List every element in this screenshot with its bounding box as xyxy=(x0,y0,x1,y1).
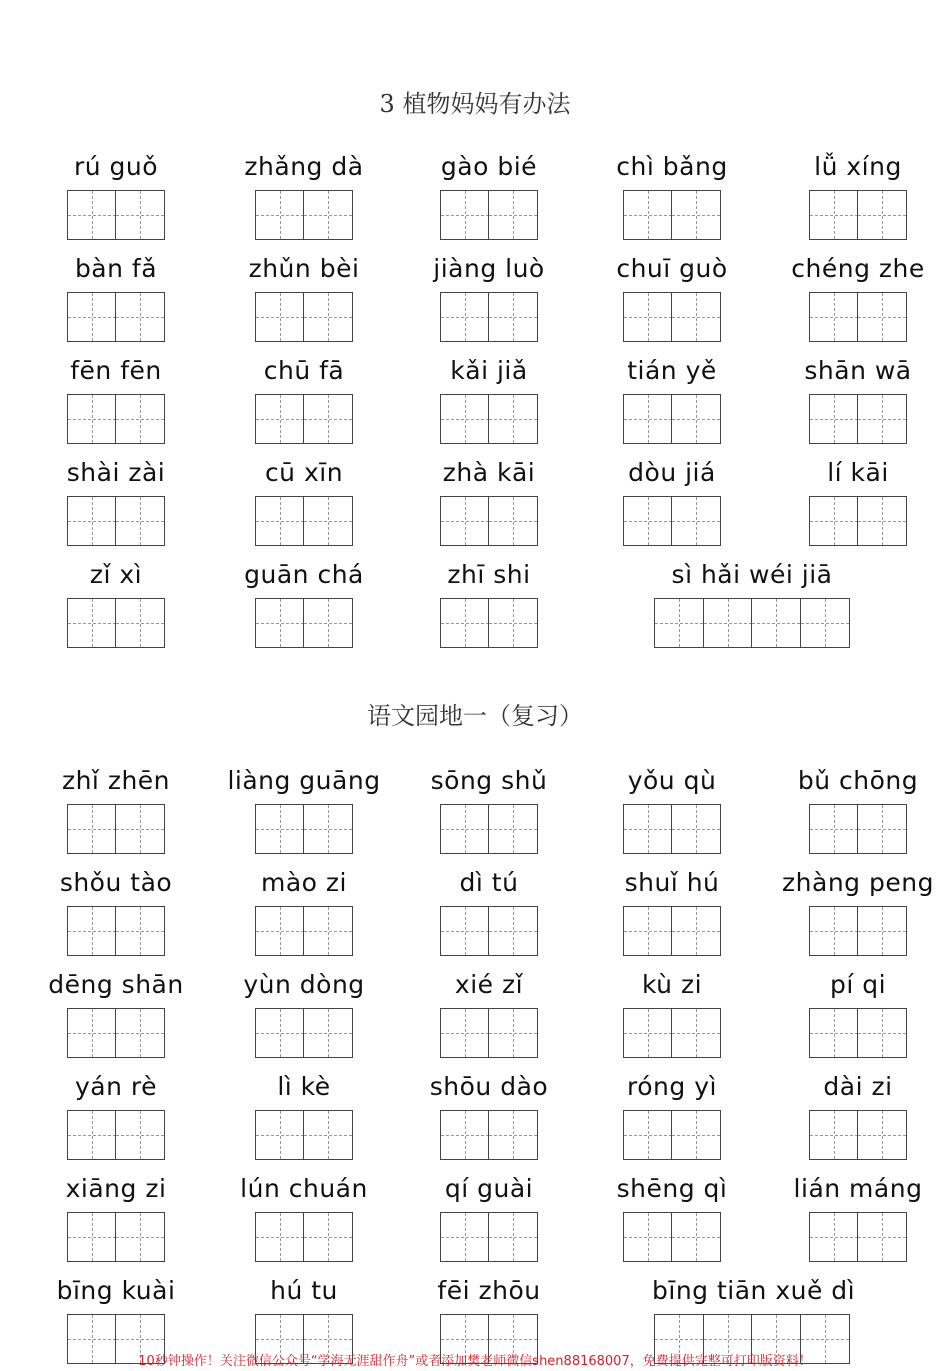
tianzige-box[interactable] xyxy=(440,292,490,342)
section-1-title: 3 植物妈妈有办法 xyxy=(379,90,571,118)
writing-grid xyxy=(67,1212,164,1262)
tianzige-box[interactable] xyxy=(255,906,305,956)
writing-grid xyxy=(67,496,164,546)
tianzige-box[interactable] xyxy=(440,598,490,648)
pinyin-label: gào bié xyxy=(440,152,538,181)
writing-grid xyxy=(623,190,720,240)
pinyin-label: mào zi xyxy=(261,868,347,897)
pinyin-label: chū fā xyxy=(263,356,345,385)
tianzige-box[interactable] xyxy=(488,598,538,648)
writing-grid xyxy=(654,598,848,648)
tianzige-box[interactable] xyxy=(809,292,859,342)
tianzige-box[interactable] xyxy=(654,598,704,648)
writing-grid xyxy=(809,496,906,546)
writing-grid xyxy=(623,1008,720,1058)
pinyin-label: bīng kuài xyxy=(56,1276,176,1305)
writing-grid xyxy=(67,906,164,956)
tianzige-box[interactable] xyxy=(671,906,721,956)
pinyin-label: yán rè xyxy=(74,1072,158,1101)
pinyin-label: cū xīn xyxy=(264,458,344,487)
tianzige-box[interactable] xyxy=(488,1110,538,1160)
tianzige-box[interactable] xyxy=(255,1110,305,1160)
pinyin-label: qí guài xyxy=(444,1174,534,1203)
pinyin-label: hú tu xyxy=(270,1276,338,1305)
writing-grid xyxy=(255,1110,352,1160)
writing-grid xyxy=(623,804,720,854)
writing-grid xyxy=(623,1110,720,1160)
tianzige-box[interactable] xyxy=(440,394,490,444)
pinyin-label: bīng tiān xuě dì xyxy=(652,1276,856,1305)
pinyin-label: shǒu tào xyxy=(59,868,173,897)
pinyin-label: zhàng peng xyxy=(782,868,934,897)
writing-grid xyxy=(809,906,906,956)
tianzige-box[interactable] xyxy=(623,496,673,546)
tianzige-box[interactable] xyxy=(488,906,538,956)
tianzige-box[interactable] xyxy=(115,598,165,648)
tianzige-box[interactable] xyxy=(488,804,538,854)
pinyin-label: yùn dòng xyxy=(243,970,365,999)
pinyin-label: liàng guāng xyxy=(227,766,381,795)
tianzige-box[interactable] xyxy=(67,804,117,854)
writing-grid xyxy=(809,1008,906,1058)
tianzige-box[interactable] xyxy=(255,598,305,648)
tianzige-box[interactable] xyxy=(303,1008,353,1058)
pinyin-label: shān wā xyxy=(804,356,912,385)
tianzige-box[interactable] xyxy=(255,190,305,240)
writing-grid xyxy=(67,190,164,240)
writing-grid xyxy=(809,190,906,240)
tianzige-box[interactable] xyxy=(115,190,165,240)
writing-grid xyxy=(255,1008,352,1058)
pinyin-label: lián máng xyxy=(793,1174,923,1203)
pinyin-label: pí qi xyxy=(829,970,887,999)
tianzige-box[interactable] xyxy=(623,906,673,956)
pinyin-label: zhà kāi xyxy=(442,458,536,487)
pinyin-label: jiàng luò xyxy=(433,254,545,283)
pinyin-label: dēng shān xyxy=(48,970,184,999)
tianzige-box[interactable] xyxy=(255,292,305,342)
pinyin-label: lì kè xyxy=(277,1072,331,1101)
tianzige-box[interactable] xyxy=(857,906,907,956)
pinyin-label: zhǎng dà xyxy=(244,152,364,181)
tianzige-box[interactable] xyxy=(809,1110,859,1160)
tianzige-box[interactable] xyxy=(67,1008,117,1058)
pinyin-label: yǒu qù xyxy=(627,766,717,795)
tianzige-box[interactable] xyxy=(623,190,673,240)
writing-grid xyxy=(440,394,537,444)
tianzige-box[interactable] xyxy=(67,292,117,342)
pinyin-label: fēi zhōu xyxy=(437,1276,541,1305)
pinyin-label: xiāng zi xyxy=(65,1174,167,1203)
tianzige-box[interactable] xyxy=(67,598,117,648)
tianzige-box[interactable] xyxy=(115,394,165,444)
tianzige-box[interactable] xyxy=(857,1008,907,1058)
writing-grid xyxy=(809,804,906,854)
writing-grid xyxy=(67,1008,164,1058)
pinyin-label: zhǔn bèi xyxy=(248,254,360,283)
tianzige-box[interactable] xyxy=(623,1110,673,1160)
pinyin-label: shōu dào xyxy=(429,1072,549,1101)
tianzige-box[interactable] xyxy=(857,496,907,546)
pinyin-label: zhǐ zhēn xyxy=(61,766,171,795)
tianzige-box[interactable] xyxy=(303,190,353,240)
tianzige-box[interactable] xyxy=(809,394,859,444)
pinyin-label: bàn fǎ xyxy=(74,254,158,283)
writing-grid xyxy=(67,1110,164,1160)
tianzige-box[interactable] xyxy=(857,292,907,342)
pinyin-label: kǎi jiǎ xyxy=(450,356,528,385)
tianzige-box[interactable] xyxy=(488,496,538,546)
pinyin-label: lún chuán xyxy=(240,1174,368,1203)
tianzige-box[interactable] xyxy=(67,496,117,546)
pinyin-label: guān chá xyxy=(244,560,364,589)
tianzige-box[interactable] xyxy=(115,1008,165,1058)
tianzige-box[interactable] xyxy=(809,190,859,240)
tianzige-box[interactable] xyxy=(488,292,538,342)
tianzige-box[interactable] xyxy=(303,1110,353,1160)
writing-grid xyxy=(809,394,906,444)
pinyin-label: róng yì xyxy=(627,1072,717,1101)
writing-grid xyxy=(255,1212,352,1262)
tianzige-box[interactable] xyxy=(303,394,353,444)
tianzige-box[interactable] xyxy=(800,598,850,648)
writing-grid xyxy=(67,804,164,854)
tianzige-box[interactable] xyxy=(303,496,353,546)
tianzige-box[interactable] xyxy=(623,1212,673,1262)
tianzige-box[interactable] xyxy=(303,804,353,854)
tianzige-box[interactable] xyxy=(671,394,721,444)
tianzige-box[interactable] xyxy=(623,394,673,444)
pinyin-label: shuǐ hú xyxy=(624,868,720,897)
tianzige-box[interactable] xyxy=(671,292,721,342)
pinyin-label: chì bǎng xyxy=(616,152,728,181)
pinyin-label: dì tú xyxy=(459,868,519,897)
writing-grid xyxy=(623,496,720,546)
pinyin-label: lí kāi xyxy=(827,458,889,487)
tianzige-box[interactable] xyxy=(623,804,673,854)
tianzige-box[interactable] xyxy=(671,1212,721,1262)
pinyin-label: shēng qì xyxy=(616,1174,728,1203)
writing-grid xyxy=(67,292,164,342)
pinyin-label: tián yě xyxy=(627,356,717,385)
tianzige-box[interactable] xyxy=(115,292,165,342)
tianzige-box[interactable] xyxy=(440,906,490,956)
tianzige-box[interactable] xyxy=(857,1110,907,1160)
tianzige-box[interactable] xyxy=(255,496,305,546)
pinyin-label: shài zài xyxy=(66,458,166,487)
tianzige-box[interactable] xyxy=(303,292,353,342)
tianzige-box[interactable] xyxy=(671,804,721,854)
tianzige-box[interactable] xyxy=(115,804,165,854)
tianzige-box[interactable] xyxy=(115,1110,165,1160)
writing-grid xyxy=(255,804,352,854)
tianzige-box[interactable] xyxy=(857,1212,907,1262)
writing-grid xyxy=(440,804,537,854)
writing-grid xyxy=(255,906,352,956)
writing-grid xyxy=(255,292,352,342)
writing-grid xyxy=(809,1110,906,1160)
tianzige-box[interactable] xyxy=(67,906,117,956)
writing-grid xyxy=(623,394,720,444)
tianzige-box[interactable] xyxy=(671,190,721,240)
writing-grid xyxy=(440,1008,537,1058)
tianzige-box[interactable] xyxy=(488,394,538,444)
writing-grid xyxy=(255,598,352,648)
section-2-title: 语文园地一（复习） xyxy=(367,702,583,730)
tianzige-box[interactable] xyxy=(440,190,490,240)
pinyin-label: sì hǎi wéi jiā xyxy=(671,560,833,589)
writing-grid xyxy=(440,496,537,546)
tianzige-box[interactable] xyxy=(809,496,859,546)
tianzige-box[interactable] xyxy=(255,804,305,854)
tianzige-box[interactable] xyxy=(115,906,165,956)
tianzige-box[interactable] xyxy=(67,394,117,444)
tianzige-box[interactable] xyxy=(488,190,538,240)
writing-grid xyxy=(67,598,164,648)
tianzige-box[interactable] xyxy=(857,394,907,444)
pinyin-label: zhī shi xyxy=(447,560,531,589)
tianzige-box[interactable] xyxy=(115,1212,165,1262)
writing-grid xyxy=(255,496,352,546)
tianzige-box[interactable] xyxy=(440,1110,490,1160)
writing-grid xyxy=(440,1212,537,1262)
writing-grid xyxy=(255,190,352,240)
pinyin-label: chéng zhe xyxy=(791,254,925,283)
tianzige-box[interactable] xyxy=(67,1212,117,1262)
tianzige-box[interactable] xyxy=(671,1110,721,1160)
tianzige-box[interactable] xyxy=(303,906,353,956)
pinyin-label: sōng shǔ xyxy=(430,766,548,795)
tianzige-box[interactable] xyxy=(255,1008,305,1058)
pinyin-label: chuī guò xyxy=(616,254,728,283)
pinyin-label: lǚ xíng xyxy=(814,152,902,181)
tianzige-box[interactable] xyxy=(67,1110,117,1160)
writing-grid xyxy=(440,906,537,956)
tianzige-box[interactable] xyxy=(440,804,490,854)
writing-grid xyxy=(623,292,720,342)
tianzige-box[interactable] xyxy=(703,598,753,648)
pinyin-label: dài zi xyxy=(823,1072,893,1101)
pinyin-label: xié zǐ xyxy=(454,970,524,999)
pinyin-label: zǐ xì xyxy=(89,560,143,589)
tianzige-box[interactable] xyxy=(115,496,165,546)
writing-grid xyxy=(440,292,537,342)
tianzige-box[interactable] xyxy=(809,1008,859,1058)
tianzige-box[interactable] xyxy=(671,496,721,546)
pinyin-label: bǔ chōng xyxy=(797,766,919,795)
tianzige-box[interactable] xyxy=(303,1212,353,1262)
writing-grid xyxy=(623,906,720,956)
tianzige-box[interactable] xyxy=(857,804,907,854)
tianzige-box[interactable] xyxy=(857,190,907,240)
writing-grid xyxy=(440,1110,537,1160)
tianzige-box[interactable] xyxy=(440,496,490,546)
tianzige-box[interactable] xyxy=(623,1008,673,1058)
tianzige-box[interactable] xyxy=(440,1008,490,1058)
writing-grid xyxy=(809,1212,906,1262)
tianzige-box[interactable] xyxy=(255,1212,305,1262)
writing-grid xyxy=(67,394,164,444)
tianzige-box[interactable] xyxy=(623,292,673,342)
tianzige-box[interactable] xyxy=(671,1008,721,1058)
tianzige-box[interactable] xyxy=(440,1212,490,1262)
tianzige-box[interactable] xyxy=(255,394,305,444)
tianzige-box[interactable] xyxy=(67,190,117,240)
writing-grid xyxy=(255,394,352,444)
tianzige-box[interactable] xyxy=(809,906,859,956)
tianzige-box[interactable] xyxy=(809,1212,859,1262)
pinyin-label: dòu jiá xyxy=(628,458,716,487)
tianzige-box[interactable] xyxy=(809,804,859,854)
writing-grid xyxy=(440,190,537,240)
writing-grid xyxy=(809,292,906,342)
pinyin-label: fēn fēn xyxy=(70,356,162,385)
writing-grid xyxy=(623,1212,720,1262)
pinyin-label: kù zi xyxy=(641,970,703,999)
tianzige-box[interactable] xyxy=(488,1212,538,1262)
writing-grid xyxy=(440,598,537,648)
tianzige-box[interactable] xyxy=(488,1008,538,1058)
pinyin-label: rú guǒ xyxy=(73,152,159,181)
tianzige-box[interactable] xyxy=(303,598,353,648)
footer-note: 10秒钟操作！关注微信公众号“学海无涯甜作舟”或者添加樊老师微信shen88168007，免费提供完整可打印版资料！ xyxy=(138,1354,812,1369)
tianzige-box[interactable] xyxy=(751,598,801,648)
